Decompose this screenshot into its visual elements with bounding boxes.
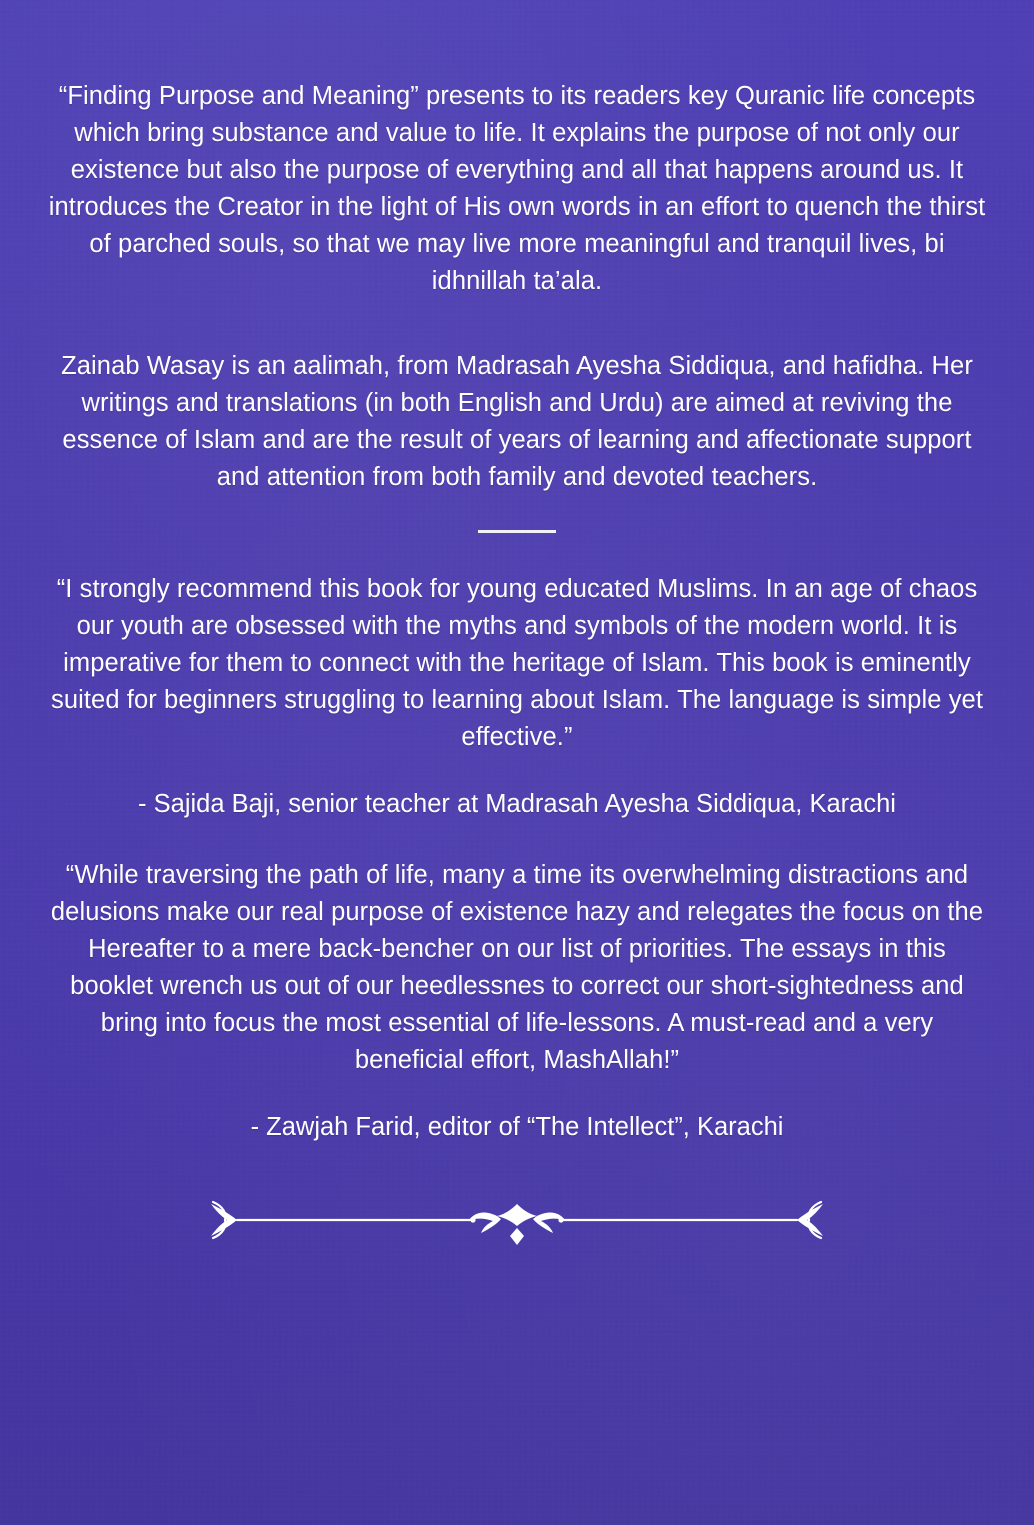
- endorsement-two-attribution: - Zawjah Farid, editor of “The Intellect”, Karachi: [250, 1113, 784, 1141]
- paragraph-spacer: [46, 326, 988, 348]
- author-bio-paragraph: Zainab Wasay is an aalimah, from Madrasah Ayesha Siddiqua, and hafidha. Her writings and translations (in both English and Urdu) are aimed at reviving the essence of Islam and are the result of years of learning and affectionate support and attention from both family and devoted teachers.: [61, 352, 973, 491]
- section-spacer: [46, 823, 988, 857]
- floral-flourish-ornament: [46, 1190, 988, 1248]
- cover-content: [46, 0, 988, 1248]
- endorsement-two-paragraph: “While traversing the path of life, many a time its overwhelming distractions and delusions make our real purpose of existence hazy and relegates the focus on the Hereafter to a mere back-bencher on our list of priorities. The essays in this booklet wrench us out of our heedlessnes to correct our short-sightedness and bring into focus the most essential of life-lessons. A must-read and a very beneficial effort, MashAllah!”: [50, 861, 984, 1074]
- short-rule-divider: [478, 530, 556, 533]
- book-description-paragraph: “Finding Purpose and Meaning” presents to its readers key Quranic life concepts which bring substance and value to life. It explains the purpose of not only our existence but also the purpose of everything and all that happens around us. It introduces the Creator in the light of His own words in an effort to quench the thirst of parched souls, so that we may live more meaningful and tranquil lives, bi idhnillah ta’ala.: [48, 82, 986, 295]
- endorsement-one-paragraph: “I strongly recommend this book for young educated Muslims. In an age of chaos our youth are obsessed with the myths and symbols of the modern world. It is imperative for them to connect with the heritage of Islam. This book is eminently suited for beginners struggling to learning about Islam. The language is simple yet effective.”: [50, 575, 984, 751]
- endorsement-one-attribution: - Sajida Baji, senior teacher at Madrasah Ayesha Siddiqua, Karachi: [138, 790, 896, 818]
